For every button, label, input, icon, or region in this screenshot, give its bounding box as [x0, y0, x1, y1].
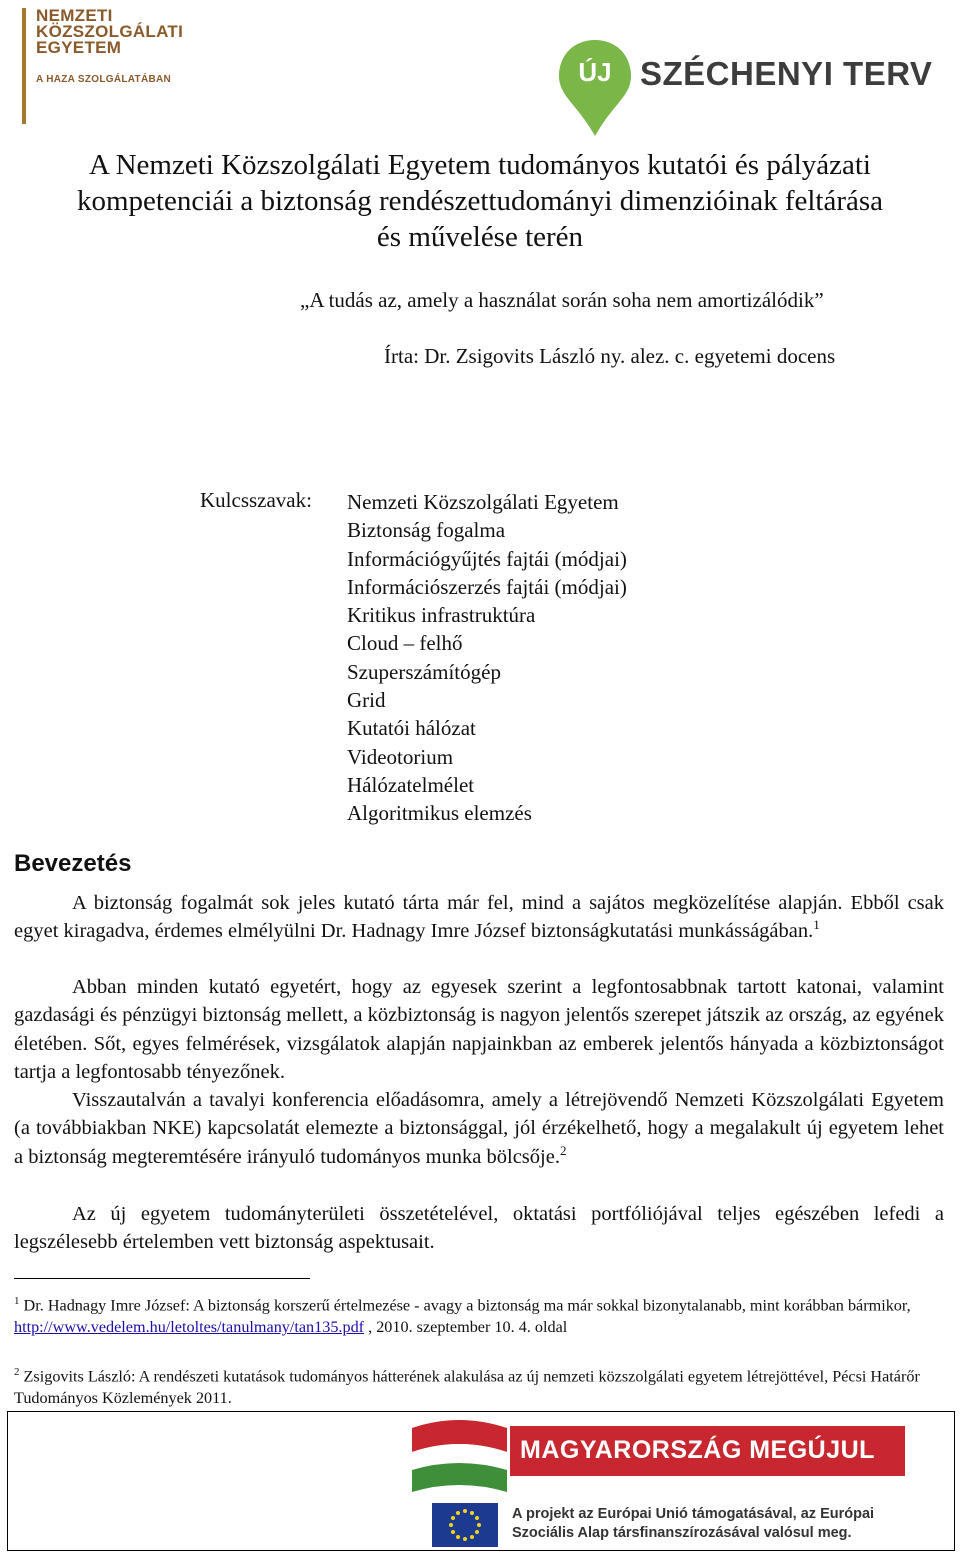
- keyword-item: Szuperszámítógép: [347, 659, 501, 684]
- author-line: Írta: Dr. Zsigovits László ny. alez. c. egyetemi docens: [384, 344, 836, 368]
- footnote-tail: , 2010. szeptember 10. 4. oldal: [364, 1318, 568, 1337]
- paragraph-text: Visszautalván a tavalyi konferencia előadásomra, amely a létrejövendő Nemzeti Közszolgálati Egyetem (a továbbiakban NKE) kapcsolatát elemezte a biztonsággal, jól érzékelhető, hogy a megalakult új egyetem lehet a biztonság megteremtésére irányuló tudományos munka bölcsője.: [14, 1089, 944, 1168]
- body-paragraph-2: Abban minden kutató egyetért, hogy az egyesek szerint a legfontosabbnak tartott katonai, valamint gazdasági és pénzügyi biztonság mellett, a közbiztonság is nagyon jelentős szerepet játszik az ország, az egyének életében. Sőt, egyes felmérések, vizsgálatok alapján napjainkban az emberek jelentős hányada a közbiztonságot tartja a legfontosabb tényezőnek.: [14, 976, 944, 1083]
- footnote-text: Zsigovits László: A rendészeti kutatások tudományos hátterének alakulása az új nemzeti közszolgálati egyetem létrejöttével, Pécsi Határőr Tudományos Közlemények 2011.: [14, 1367, 920, 1408]
- eu-funding-note: [512, 1505, 874, 1543]
- body-paragraph-3: [14, 1086, 944, 1171]
- title-line-1: A Nemzeti Közszolgálati Egyetem tudományos kutatói és pályázati: [89, 149, 871, 181]
- paragraph-text: A biztonság fogalmát sok jeles kutató tárta már fel, mind a sajátos megközelítése alapján. Ebből csak egyet kiragadva, érdemes elmélyülni Dr. Hadnagy Imre József biztonságkutatási munkásságában.: [14, 892, 944, 943]
- hungarian-flag-icon: [412, 1418, 507, 1498]
- keyword-item: Információgyűjtés fajtái (módjai): [347, 546, 627, 571]
- document-title: [10, 147, 950, 255]
- section-heading-intro: Bevezetés: [14, 850, 132, 877]
- keyword-item: Cloud – felhő: [347, 631, 463, 656]
- eu-flag-icon: [432, 1503, 498, 1547]
- footnote-separator: [14, 1278, 310, 1279]
- keyword-item: Kutatói hálózat: [347, 716, 476, 741]
- keyword-item: Biztonság fogalma: [347, 518, 506, 543]
- nke-logo-line-2: KÖZSZOLGÁLATI: [36, 22, 184, 41]
- slogan-text: MAGYARORSZÁG MEGÚJUL: [520, 1436, 875, 1464]
- footnote-link[interactable]: http://www.vedelem.hu/letoltes/tanulmany/tan135.pdf: [14, 1318, 365, 1337]
- nke-logo-line-1: NEMZETI: [36, 6, 113, 25]
- body-paragraph-4: Az új egyetem tudományterületi összetételével, oktatási portfóliójával teljes egészében lefedi a legszélesebb értelemben vett biztonság aspektusait.: [14, 1203, 944, 1254]
- body-paragraph-1: [14, 889, 944, 946]
- keyword-item: Videotorium: [347, 744, 454, 769]
- keyword-item: Hálózatelmélet: [347, 772, 475, 797]
- eu-funding-line-2: Szociális Alap társfinanszírozásával valósul meg.: [512, 1525, 852, 1541]
- nke-logo: [36, 8, 183, 56]
- motto-quote: „A tudás az, amely a használat során soha nem amortizálódik”: [300, 288, 824, 312]
- keyword-item: Információszerzés fajtái (módjai): [347, 574, 627, 599]
- keyword-item: Nemzeti Közszolgálati Egyetem: [347, 490, 619, 514]
- nke-logo-bar: [22, 8, 26, 124]
- title-line-3: és művelése terén: [376, 221, 584, 253]
- eu-funding-line-1: A projekt az Európai Unió támogatásával, az Európai: [512, 1506, 875, 1522]
- footnote-number: 2: [14, 1366, 20, 1378]
- nke-logo-line-3: EGYETEM: [36, 38, 122, 57]
- footnote-text: Dr. Hadnagy Imre József: A biztonság korszerű értelmezése - avagy a biztonság ma már sokkal bizonytalanabb, mint korábban bármikor,: [19, 1296, 911, 1315]
- szechenyi-logo-text: SZÉCHENYI TERV: [640, 55, 933, 92]
- footnote-ref-1[interactable]: 1: [813, 917, 820, 933]
- nke-logo-subline: A HAZA SZOLGÁLATÁBAN: [36, 74, 172, 85]
- footnote-ref-2[interactable]: 2: [559, 1142, 567, 1158]
- szechenyi-pin-icon: [555, 38, 635, 138]
- keyword-item: Algoritmikus elemzés: [347, 801, 532, 826]
- footnote-number: 1: [14, 1295, 20, 1307]
- footnote-1: [14, 1290, 944, 1338]
- footnote-2: [14, 1361, 944, 1409]
- szechenyi-badge: ÚJ: [578, 57, 612, 87]
- keyword-item: Kritikus infrastruktúra: [347, 603, 536, 628]
- keyword-item: Grid: [347, 688, 386, 713]
- title-line-2: kompetenciái a biztonság rendészettudományi dimenzióinak feltárása: [76, 185, 884, 217]
- keywords-label: Kulcsszavak:: [200, 488, 312, 512]
- keywords-list: [347, 488, 627, 828]
